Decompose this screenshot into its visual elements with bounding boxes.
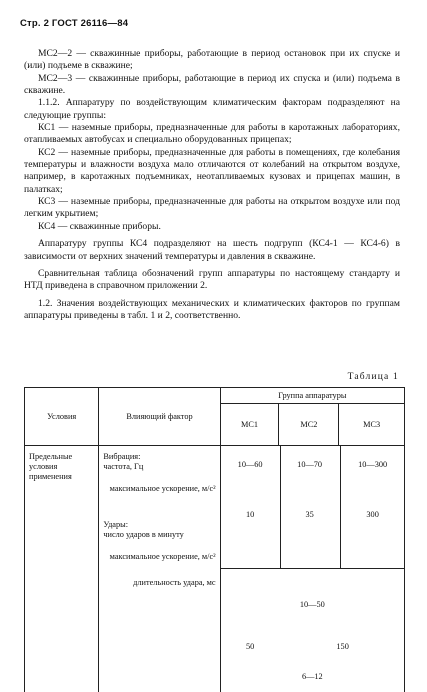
table-1 xyxy=(24,387,405,692)
vib-acceleration-label: максимальное ускорение, м/с² xyxy=(109,484,216,493)
paragraph-ks2: КС2 — наземные приборы, предназначенные для работы в помещениях, где колебания температуры и влажности воздуха мало отличаются от колебаний на открытом воздухе, например, в каротажных подъемниках, неотапливаемых кузовах и прицепах машин, в палатках; xyxy=(24,146,400,195)
ms1-vib-acceleration: 10 xyxy=(245,510,255,519)
ms3-vib-frequency: 10—300 xyxy=(358,460,388,469)
imp-acceleration-label: максимальное ускорение, м/с² xyxy=(109,552,216,561)
paragraph-comparison: Сравнительная таблица обозначений групп аппаратуры по настоящему стандарту и НТД приведена в справочном приложении 2. xyxy=(24,267,400,292)
table-label: Таблица 1 xyxy=(347,372,399,382)
factor-cell xyxy=(99,446,220,692)
header-ms2: МС2 xyxy=(279,404,339,446)
ms1-vib-frequency: 10—60 xyxy=(237,460,263,469)
ms3-vib-acceleration: 300 xyxy=(366,510,379,519)
vibration-label: Вибрация: xyxy=(103,452,141,461)
ms1-imp-acceleration: 50 xyxy=(245,642,255,651)
ms2-ms3-imp-acceleration: 150 xyxy=(336,642,349,651)
paragraph-ks1: КС1 — наземные приборы, предназначенные для работы в каротажных лабораториях, отапливаемых автобусах и специально оборудованных прицепах; xyxy=(24,122,400,146)
impacts-duration-value: 6—12 xyxy=(301,672,323,681)
body-text xyxy=(24,48,400,322)
paragraph-ks4-subgroups: Аппаратуру группы КС4 подразделяют на шесть подгрупп (КС4-1 — КС4-6) в зависимости от верхних значений температуры и давления в скважине. xyxy=(24,238,400,262)
paragraph-ks4: КС4 — скважинные приборы. xyxy=(38,220,161,232)
condition-text: Предельные условия применения xyxy=(29,452,73,481)
ms2-vib-frequency: 10—70 xyxy=(297,460,323,469)
ms2-vib-acceleration: 35 xyxy=(305,510,314,519)
paragraph-ks3: КС3 — наземные приборы, предназначенные для работы на открытом воздухе или под легким укрытием; xyxy=(24,196,400,220)
header-ms1: МС1 xyxy=(220,404,279,446)
paragraph-1-1-2: 1.1.2. Аппаратуру по воздействующим климатическим факторам подразделяют на следующие группы: xyxy=(24,97,400,121)
values-cell xyxy=(220,446,404,692)
header-conditions: Условия xyxy=(25,388,99,446)
paragraph-ms2-3: МС2—3 — скважинные приборы, работающие в период их спуска и (или) подъема в скважине. xyxy=(24,72,400,97)
vibration-values xyxy=(221,446,404,568)
imp-count-label: число ударов в минуту xyxy=(103,530,184,539)
impacts-label: Удары: xyxy=(103,520,129,529)
impacts-count-value: 10—50 xyxy=(299,600,325,609)
paragraph-ms2-2: МС2—2 — скважинные приборы, работающие в период остановок при их спуске и (или) подъеме в скважине; xyxy=(24,48,400,72)
header-group: Группа аппаратуры xyxy=(220,388,404,404)
header-factor: Влияющий фактор xyxy=(99,388,220,446)
imp-duration-label: длительность удара, мс xyxy=(133,578,216,587)
paragraph-1-2: 1.2. Значения воздействующих механических и климатических факторов по группам аппаратуры приведены в табл. 1 и 2, соответственно. xyxy=(24,297,400,321)
condition-cell xyxy=(25,446,99,692)
page-header: Стр. 2 ГОСТ 26116—84 xyxy=(20,18,129,29)
vib-frequency-label: частота, Гц xyxy=(103,462,144,471)
row-divider xyxy=(221,568,404,569)
header-ms3: МС3 xyxy=(339,404,405,446)
